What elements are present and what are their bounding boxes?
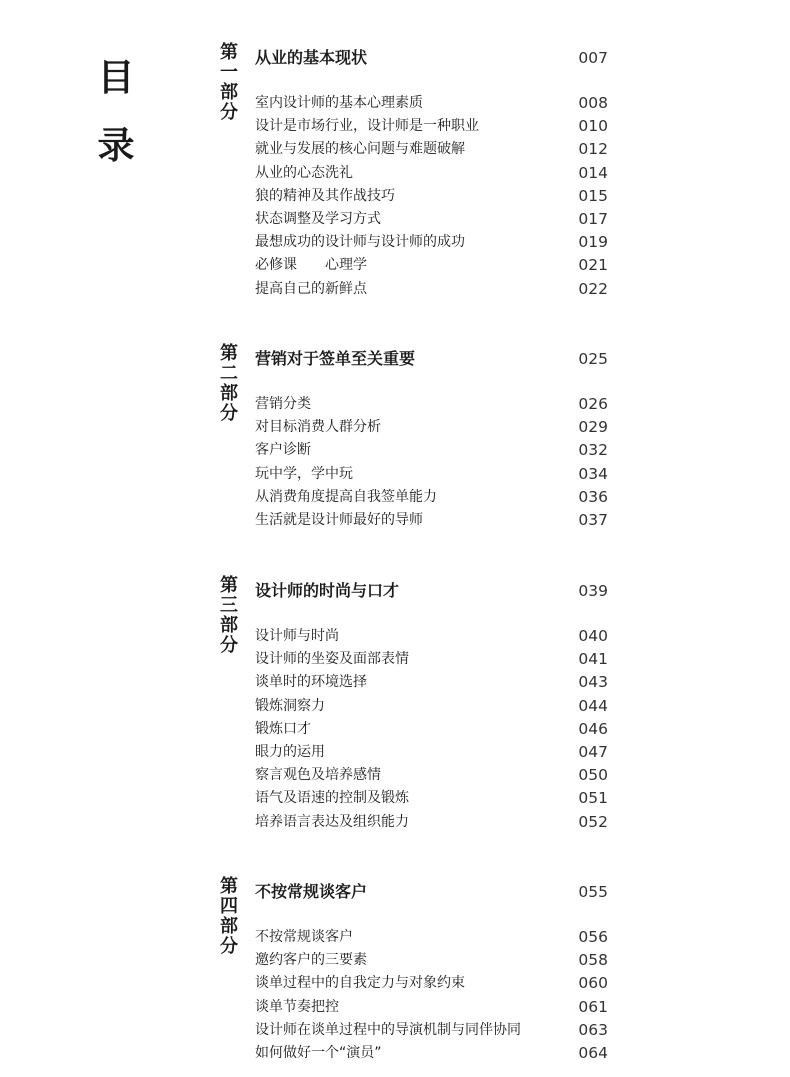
entry-title: 必修课 心理学 — [255, 257, 367, 274]
entry-title: 从消费角度提高自我签单能力 — [255, 488, 437, 505]
entry-page-number: 015 — [578, 186, 608, 205]
toc-title — [94, 44, 138, 180]
toc-entry[interactable] — [255, 416, 608, 439]
toc-entry[interactable] — [255, 162, 608, 185]
entry-page-number: 047 — [578, 742, 608, 761]
entry-title: 从业的心态洗礼 — [255, 164, 353, 181]
toc-entry[interactable] — [255, 787, 608, 810]
part-label-char: 部 — [220, 916, 238, 937]
part-heading[interactable] — [255, 47, 608, 69]
entry-title: 状态调整及学习方式 — [255, 210, 381, 227]
entry-page-number: 019 — [578, 233, 608, 252]
entry-list — [255, 926, 608, 1065]
toc-entry[interactable] — [255, 926, 608, 949]
toc-entry[interactable] — [255, 764, 608, 787]
entry-page-number: 014 — [578, 163, 608, 182]
part-label-char: 分 — [220, 635, 238, 656]
entry-page-number: 022 — [578, 279, 608, 298]
entry-title: 设计师在谈单过程中的导演机制与同伴协同 — [255, 1021, 521, 1038]
part-label-char: 部 — [220, 383, 238, 404]
part-label — [218, 877, 240, 957]
entry-list — [255, 393, 608, 532]
part-label-char: 第 — [220, 343, 238, 364]
entry-title: 生活就是设计师最好的导师 — [255, 511, 423, 528]
toc-entry[interactable] — [255, 1042, 608, 1065]
entry-page-number: 060 — [578, 974, 608, 993]
entry-title: 提高自己的新鲜点 — [255, 280, 367, 297]
entry-title: 谈单过程中的自我定力与对象约束 — [255, 975, 465, 992]
toc-entry[interactable] — [255, 972, 608, 995]
toc-entry[interactable] — [255, 208, 608, 231]
toc-entry[interactable] — [255, 1019, 608, 1042]
toc-entry[interactable] — [255, 949, 608, 972]
part-page-number: 039 — [578, 582, 608, 600]
toc-entry[interactable] — [255, 741, 608, 764]
entry-page-number: 063 — [578, 1020, 608, 1039]
part-heading[interactable] — [255, 881, 608, 903]
part-label-char: 四 — [220, 896, 238, 917]
entry-page-number: 034 — [578, 464, 608, 483]
entry-page-number: 041 — [578, 650, 608, 669]
toc-title-char: 录 — [97, 124, 135, 167]
toc-entry[interactable] — [255, 231, 608, 254]
entry-title: 察言观色及培养感情 — [255, 767, 381, 784]
entry-title: 最想成功的设计师与设计师的成功 — [255, 234, 465, 251]
part-label-char: 一 — [220, 62, 238, 83]
toc-entry[interactable] — [255, 254, 608, 277]
part-page-number: 007 — [578, 49, 608, 67]
part-heading[interactable] — [255, 348, 608, 370]
entry-list — [255, 92, 608, 301]
entry-title: 设计师的坐姿及面部表情 — [255, 651, 409, 668]
toc-entry[interactable] — [255, 92, 608, 115]
part-label-char: 分 — [220, 102, 238, 123]
entry-title: 谈单节奏把控 — [255, 998, 339, 1015]
entry-title: 不按常规谈客户 — [255, 929, 353, 945]
toc-title-char: 目 — [97, 56, 135, 99]
entry-title: 眼力的运用 — [255, 743, 325, 760]
part-title[interactable]: 从业的基本现状 — [255, 48, 368, 67]
toc-entry[interactable] — [255, 486, 608, 509]
part-label-char: 部 — [220, 82, 238, 103]
part-label-char: 分 — [220, 403, 238, 424]
part-label-char: 二 — [220, 363, 238, 384]
entry-list — [255, 625, 608, 834]
entry-page-number: 040 — [578, 627, 608, 645]
entry-page-number: 026 — [578, 395, 608, 413]
toc-entry[interactable] — [255, 278, 608, 301]
entry-title: 设计是市场行业，设计师是一种职业 — [255, 118, 479, 135]
entry-page-number: 051 — [578, 789, 608, 808]
part-label — [218, 576, 240, 656]
entry-page-number: 052 — [578, 812, 608, 831]
toc-entry[interactable] — [255, 439, 608, 462]
entry-page-number: 050 — [578, 766, 608, 785]
entry-page-number: 064 — [578, 1043, 608, 1062]
toc-entry[interactable] — [255, 138, 608, 161]
entry-page-number: 012 — [578, 140, 608, 159]
toc-entry[interactable] — [255, 115, 608, 138]
entry-page-number: 061 — [578, 997, 608, 1016]
part-label-char: 三 — [220, 595, 238, 616]
entry-title: 邀约客户的三要素 — [255, 952, 367, 969]
entry-title: 就业与发展的核心问题与难题破解 — [255, 141, 465, 158]
part-label-char: 第 — [220, 42, 238, 63]
entry-page-number: 037 — [578, 510, 608, 529]
toc-entry[interactable] — [255, 185, 608, 208]
entry-title: 设计师与时尚 — [255, 628, 339, 644]
entry-page-number: 044 — [578, 696, 608, 715]
entry-title: 谈单时的环境选择 — [255, 674, 367, 691]
toc-entry[interactable] — [255, 625, 608, 648]
toc-entry[interactable] — [255, 463, 608, 486]
entry-title: 室内设计师的基本心理素质 — [255, 95, 423, 111]
entry-title: 狼的精神及其作战技巧 — [255, 187, 395, 204]
part-label — [218, 344, 240, 424]
entry-title: 语气及语速的控制及锻炼 — [255, 790, 409, 807]
toc-entry[interactable] — [255, 648, 608, 671]
toc-entry[interactable] — [255, 996, 608, 1019]
part-heading[interactable] — [255, 580, 608, 602]
part-page-number: 025 — [578, 350, 608, 368]
entry-page-number: 058 — [578, 951, 608, 970]
entry-title: 营销分类 — [255, 396, 311, 412]
entry-title: 玩中学，学中玩 — [255, 465, 353, 482]
entry-title: 对目标消费人群分析 — [255, 419, 381, 436]
entry-page-number: 036 — [578, 487, 608, 506]
toc-entry[interactable] — [255, 393, 608, 416]
entry-title: 锻炼口才 — [255, 720, 311, 737]
part-label-char: 分 — [220, 936, 238, 957]
part-page-number: 055 — [578, 883, 608, 901]
entry-title: 培养语言表达及组织能力 — [255, 813, 409, 830]
toc-entry[interactable] — [255, 695, 608, 718]
part-label-char: 部 — [220, 615, 238, 636]
entry-page-number: 043 — [578, 673, 608, 692]
entry-page-number: 008 — [578, 94, 608, 112]
part-label-char: 第 — [220, 575, 238, 596]
entry-page-number: 017 — [578, 209, 608, 228]
entry-page-number: 056 — [578, 928, 608, 946]
entry-title: 如何做好一个“演员” — [255, 1044, 382, 1061]
entry-page-number: 032 — [578, 441, 608, 460]
entry-title: 客户诊断 — [255, 442, 311, 459]
part-title[interactable]: 设计师的时尚与口才 — [255, 581, 400, 600]
toc-entry[interactable] — [255, 671, 608, 694]
part-label — [218, 43, 240, 123]
part-title[interactable]: 不按常规谈客户 — [255, 882, 368, 901]
entry-title: 锻炼洞察力 — [255, 697, 325, 714]
toc-entry[interactable] — [255, 718, 608, 741]
part-title[interactable]: 营销对于签单至关重要 — [255, 349, 416, 368]
entry-page-number: 029 — [578, 418, 608, 437]
part-label-char: 第 — [220, 876, 238, 897]
entry-page-number: 046 — [578, 719, 608, 738]
entry-page-number: 010 — [578, 117, 608, 136]
toc-entry[interactable] — [255, 811, 608, 834]
toc-entry[interactable] — [255, 509, 608, 532]
entry-page-number: 021 — [578, 256, 608, 275]
